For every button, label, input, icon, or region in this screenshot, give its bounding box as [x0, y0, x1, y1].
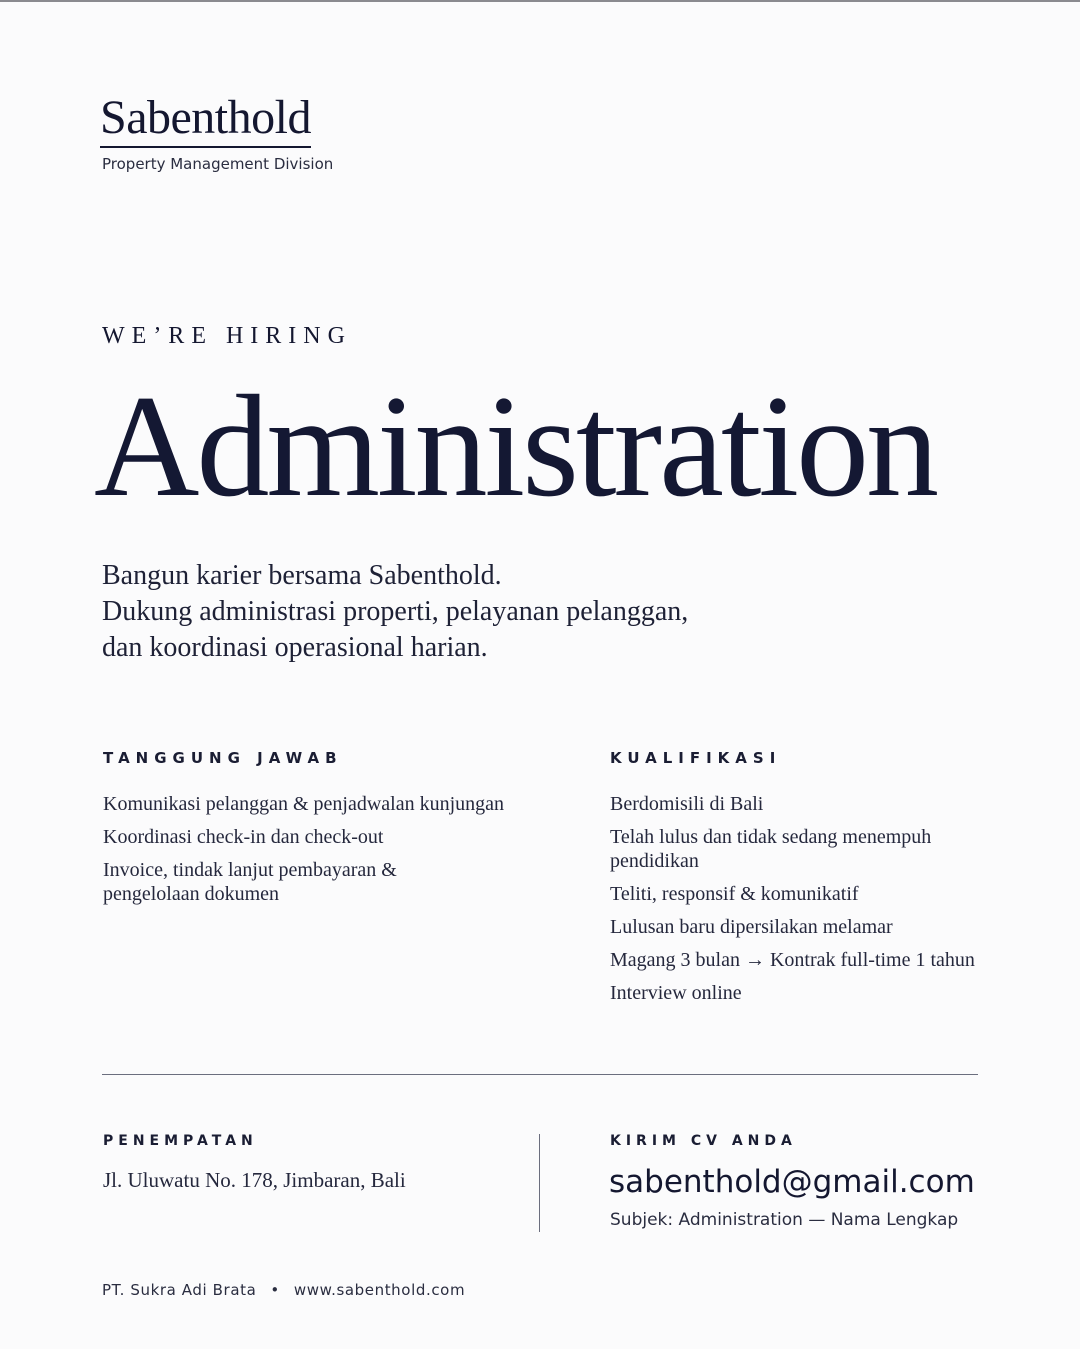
- footer-separator: •: [270, 1281, 280, 1299]
- qualifications-list: [610, 792, 990, 1014]
- apply-subject: Subjek: Administration — Nama Lengkap: [610, 1210, 959, 1230]
- job-title: Administration: [94, 365, 937, 527]
- hiring-eyebrow: WE’RE HIRING: [102, 323, 352, 349]
- footer-company: PT. Sukra Adi Brata: [102, 1281, 257, 1299]
- qualifications-title: KUALIFIKASI: [610, 749, 782, 767]
- list-item: Teliti, responsif & komunikatif: [610, 883, 859, 905]
- intro-text: [102, 558, 822, 666]
- list-item: Berdomisili di Bali: [610, 793, 764, 815]
- list-item: Interview online: [610, 982, 742, 1004]
- list-item: Invoice, tindak lanjut pembayaran & pengelolaan dokumen: [103, 859, 397, 905]
- section-divider: [102, 1074, 978, 1075]
- placement-address: Jl. Uluwatu No. 178, Jimbaran, Bali: [103, 1168, 406, 1192]
- list-item: Koordinasi check-in dan check-out: [103, 826, 384, 848]
- responsibilities-list: [103, 792, 523, 915]
- intro-line: Dukung administrasi properti, pelayanan pelanggan,: [102, 596, 689, 627]
- responsibilities-title: TANGGUNG JAWAB: [103, 749, 343, 767]
- intro-line: dan koordinasi operasional harian.: [102, 632, 488, 663]
- top-rule: [0, 0, 1080, 2]
- brand-division: Property Management Division: [102, 155, 334, 173]
- list-item: Telah lulus dan tidak sedang menempuh pendidikan: [610, 826, 932, 872]
- placement-title: PENEMPATAN: [103, 1133, 258, 1149]
- apply-title: KIRIM CV ANDA: [610, 1133, 797, 1149]
- footer-website-link[interactable]: www.sabenthold.com: [293, 1281, 466, 1299]
- footer: [102, 1281, 465, 1299]
- list-item: Magang 3 bulan → Kontrak full-time 1 tahun: [610, 949, 975, 971]
- list-item: Lulusan baru dipersilakan melamar: [610, 916, 893, 938]
- brand-logo: Sabenthold: [100, 94, 311, 148]
- list-item: Komunikasi pelanggan & penjadwalan kunjungan: [103, 793, 505, 815]
- column-divider: [539, 1134, 540, 1232]
- apply-email-link[interactable]: sabenthold@gmail.com: [609, 1164, 975, 1200]
- intro-line: Bangun karier bersama Sabenthold.: [102, 560, 502, 591]
